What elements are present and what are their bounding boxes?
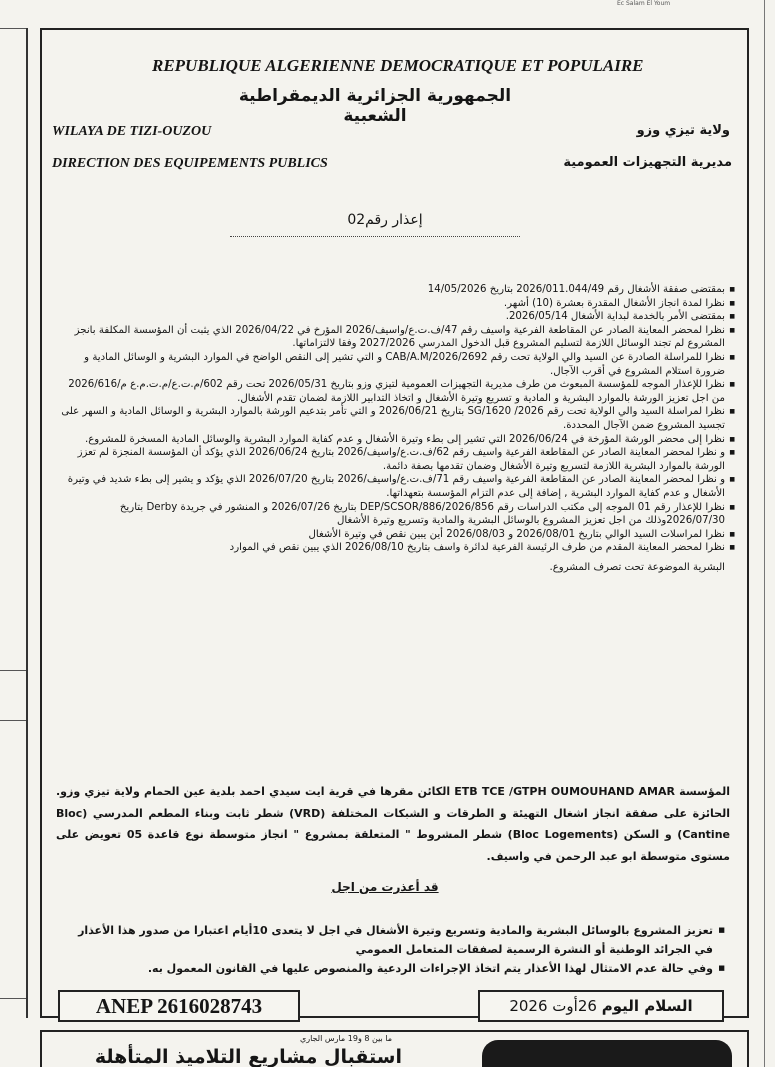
list-item: ■ نظرا للإعذار رقم 01 الموجه إلى مكتب الدراسات رقم 2026/856/DEP/SCSOR/886 بتاريخ 2026/07/26 و المنشور في جريدة Derby بتاريخ 2026/07/30وذلك من اجل تعزيز المشروع بالوسائل البشرية والمادية وتسريع وتيرة الأشغال (55, 501, 735, 528)
list-item: ■ نظرا لمراسلة السيد والي الولاية تحت رقم 2026/ SG/1620 بتاريخ 2026/06/21 و التي تأمر بتدعيم الورشة بالموارد البشرية و الوسائل المادية و السهر على تجسيد المشروع ضمن الآجال المحددة. (55, 405, 735, 432)
republic-title-fr: REPUBLIQUE ALGERIENNE DEMOCRATIQUE ET POPULAIRE (152, 56, 644, 75)
list-item: ■ تعزيز المشروع بالوسائل البشرية والمادية وتسريع وتيرة الأشغال في اجل لا يتعدى 10أيام اعتبارا من صدور هذا الأعذار في الجرائد الوطنية أو النشرة الرسمية لصفقات المتعامل العمومي (60, 921, 725, 959)
ad-graphic (482, 1040, 732, 1067)
notice-title: إعذار رقم02 (347, 212, 423, 228)
ad-headline: استقبال مشاريع التلاميذ المتأهلة (94, 1046, 402, 1067)
list-item: ■ نظرا لمحضر المعاينة المقدم من طرف الرئيسة الفرعية لدائرة واسف بتاريخ 2026/08/10 الذي يبين نقص في الموارد (55, 541, 735, 555)
list-item: ■ نظرا إلى محضر الورشة المؤرخة في 2026/06/24 التي تشير إلى بطء وتيرة الأشغال و عدم كفاية الموارد البشرية والوسائل المادية المسخرة للمشروع. (55, 433, 735, 447)
republic-title-ar: الجمهورية الجزائرية الديمقراطية الشعبية (238, 86, 512, 126)
direction-ar: مديرية التجهيزات العمومية (563, 155, 732, 170)
considerations-list (55, 283, 749, 574)
left-page-edge (0, 28, 28, 1018)
orders-heading: قد أعذرت من اجل (331, 880, 439, 894)
wilaya-ar: ولاية تيزي وزو (636, 123, 730, 138)
list-item: ■ نظرا لمحضر المعاينة الصادر عن المقاطعة الفرعية واسيف رقم 47/ف.ت.ع/واسيف/2026 المؤرخ في 2026/04/22 الذي يثبت أن المؤسسة المكلفة بانجز المشروع لم تجند الوسائل اللازمة لتسليم المشروع قبل الدخول المدرسي 2027/2026 وفقا لالتزاماتها. (55, 324, 735, 351)
list-item: ■ نظرا للإعذار الموجه للمؤسسة المبعوث من طرف مديرية التجهيزات العمومية لتيزي وزو بتاريخ 2026/05/31 تحت رقم 602/م.ت.ع/م.ت.م.ع م/2026/616 من اجل تعزيز الورشة بالموارد البشرية و المادية و تسريع وتيرة الأشغال و اتخاذ التدابير اللازمة لضمان تقدم الأشغال. (55, 378, 735, 405)
list-item: ■ و نظرا لمحضر المعاينة الصادر عن المقاطعة الفرعية واسيف رقم 62/ف.ت.ع/واسيف/2026 بتاريخ 2026/06/24 الذي يؤكد أن المؤسسة المنجزة لم تعزز الورشة بالموارد البشرية اللازمة لتسريع وتيرة الأشغال وضمان تقدمها بصفة دائمة. (55, 446, 735, 473)
anep-reference: ANEP 2616028743 (58, 990, 300, 1022)
list-item: ■ وفي حالة عدم الامتثال لهذا الأعذار يتم اتخاذ الإجراءات الردعية والمنصوص عليها في القانون المعمول به. (60, 959, 725, 978)
title-divider (230, 236, 520, 237)
wilaya-fr: WILAYA DE TIZI-OUZOU (52, 124, 212, 139)
top-masthead-strip: Ec Salam El Youm (617, 0, 671, 7)
list-item: ■ بمقتضى صفقة الأشغال رقم 2026/011.044/49 بتاريخ 14/05/2026 (55, 283, 735, 297)
bottom-advertisement (40, 1030, 749, 1067)
publication-date: 26أوت 2026 (509, 997, 597, 1015)
list-item: ■ نظرا لمراسلات السيد الوالي بتاريخ 2026/08/01 و 2026/08/03 أين يبين نقص في وتيرة الأشغال (55, 528, 735, 542)
direction-fr: DIRECTION DES EQUIPEMENTS PUBLICS (52, 156, 328, 171)
list-item: ■ و نظرا لمحضر المعاينة الصادر عن المقاطعة الفرعية واسيف رقم 71/ف.ت.ع/واسيف/2026 بتاريخ 2026/07/20 الذي يؤكد و يشير إلى بطء شديد في وتيرة الأشغال و عدم كفاية الموارد البشرية , إضافة إلى عدم التزام المؤسسة بتعهداتها. (55, 473, 735, 500)
list-item: ■ بمقتضى الأمر بالخدمة لبداية الأشغال 2026/05/14. (55, 310, 735, 324)
list-item: ■ نظرا لمدة انجاز الأشغال المقدرة بعشرة (10) أشهر. (55, 297, 735, 311)
right-page-edge (764, 0, 775, 1067)
list-item: البشرية الموضوعة تحت تصرف المشروع. (549, 561, 725, 573)
ad-dates: ما بين 8 و19 مارس الجاري (299, 1034, 392, 1043)
orders-list (60, 921, 737, 978)
publication-date-box (478, 990, 724, 1022)
newspaper-name: السلام اليوم (601, 997, 693, 1015)
list-item: ■ نظرا للمراسلة الصادرة عن السيد والي الولاية تحت رقم 2692/CAB/A.M/2026 و التي تشير إلى النقص الواضح في الموارد البشرية و الوسائل المادية و ضرورة استلام المشروع في أقرب الآجال. (55, 351, 735, 378)
company-paragraph: المؤسسة ETB TCE /GTPH OUMOUHAND AMAR الكائن مقرها في قرية ايت سيدي احمد بلدية عين الحمام ولاية تيزي وزو. الحائزة على صفقة انجاز اشغال التهيئة و الطرقات و الشبكات المختلفة (VRD) شطر ثابت وبناء المطعم المدرسي (Bloc Cantine) و السكن (Bloc Logements) شطر المشروط " المتعلقة بمشروع " انجاز متوسطة نوع قاعدة 05 تعويض على مستوى متوسطة ابو عبد الرحمن في واسيف. (56, 785, 731, 863)
